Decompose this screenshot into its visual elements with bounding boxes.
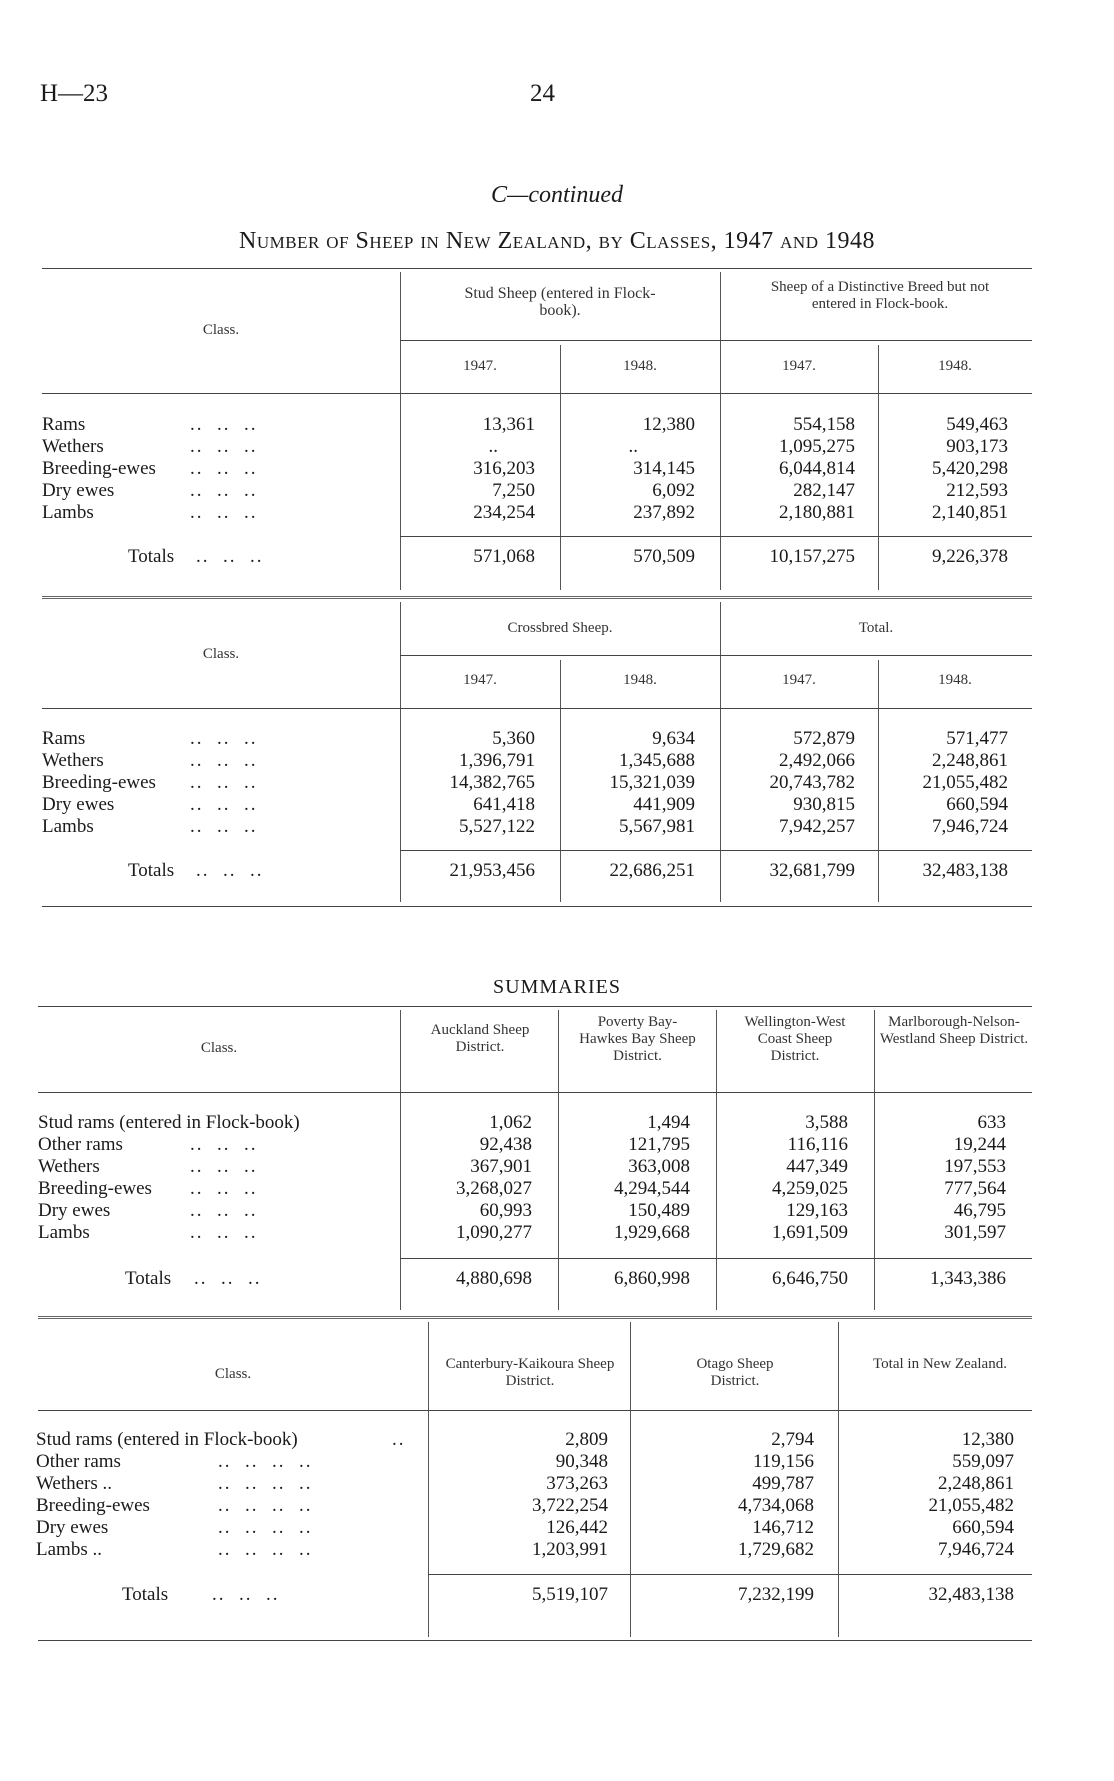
row-label: Breeding-ewes: [42, 458, 156, 479]
column-header: Poverty Bay-Hawkes Bay Sheep District.: [579, 1014, 696, 1064]
cell: 121,795: [628, 1134, 690, 1155]
cell: 46,795: [953, 1200, 1006, 1221]
cell: 1,494: [647, 1112, 690, 1133]
year-header: 1948.: [938, 672, 972, 688]
cell: 571,477: [946, 728, 1008, 749]
leader-dots: .. .. ..: [190, 728, 258, 749]
cell: 116,116: [787, 1134, 848, 1155]
cell: 2,140,851: [932, 502, 1008, 523]
cell: 234,254: [473, 502, 535, 523]
total-cell: 4,880,698: [456, 1268, 532, 1289]
cell: 126,442: [546, 1517, 608, 1538]
cell: 7,942,257: [779, 816, 855, 837]
cell: 903,173: [946, 436, 1008, 457]
row-label: Breeding-ewes: [38, 1178, 152, 1199]
row-label: Lambs ..: [36, 1539, 102, 1560]
leader-dots: .. .. .. ..: [218, 1517, 313, 1538]
cell: 1,396,791: [459, 750, 535, 771]
cell: 4,259,025: [772, 1178, 848, 1199]
cell: 367,901: [470, 1156, 532, 1177]
column-header: Auckland Sheep District.: [430, 1022, 530, 1055]
total-cell: 22,686,251: [609, 860, 695, 881]
cell: 119,156: [752, 1451, 814, 1472]
cell: 5,420,298: [932, 458, 1008, 479]
row-label: Rams: [42, 414, 86, 435]
cell: 572,879: [793, 728, 855, 749]
cell: 12,380: [642, 414, 695, 435]
leader-dots: .. .. ..: [190, 1156, 258, 1177]
row-label: Other rams: [38, 1134, 123, 1155]
leader-dots: .. .. ..: [190, 414, 258, 435]
leader-dots: .. .. ..: [190, 458, 258, 479]
column-header: Canterbury-Kaikoura Sheep District.: [445, 1356, 615, 1389]
group-header-stud: Stud Sheep (entered in Flock-book).: [464, 285, 656, 319]
cell: 549,463: [946, 414, 1008, 435]
cell: ..: [628, 436, 638, 457]
cell: 60,993: [479, 1200, 532, 1221]
cell: 447,349: [786, 1156, 848, 1177]
leader-dots: .. .. .. ..: [218, 1495, 313, 1516]
cell: 4,294,544: [614, 1178, 690, 1199]
class-header: Class.: [202, 646, 240, 662]
year-header: 1948.: [938, 358, 972, 374]
cell: 1,345,688: [619, 750, 695, 771]
cell: 441,909: [633, 794, 695, 815]
column-header: Wellington-West Coast Sheep District.: [744, 1014, 846, 1064]
total-cell: 10,157,275: [769, 546, 855, 567]
cell: 641,418: [473, 794, 535, 815]
row-label: Wethers: [38, 1156, 100, 1177]
cell: 5,567,981: [619, 816, 695, 837]
cell: 21,055,482: [928, 1495, 1014, 1516]
cell: 2,492,066: [779, 750, 855, 771]
leader-dots: .. .. ..: [190, 794, 258, 815]
total-cell: 9,226,378: [932, 546, 1008, 567]
total-cell: 21,953,456: [449, 860, 535, 881]
cell: 12,380: [961, 1429, 1014, 1450]
cell: 1,691,509: [772, 1222, 848, 1243]
cell: 5,360: [492, 728, 535, 749]
total-cell: 32,483,138: [922, 860, 1008, 881]
leader-dots: .. .. ..: [190, 816, 258, 837]
year-header: 1948.: [623, 358, 657, 374]
page-number: 24: [530, 80, 555, 107]
cell: 930,815: [793, 794, 855, 815]
cell: 197,553: [944, 1156, 1006, 1177]
total-cell: 5,519,107: [532, 1584, 608, 1605]
leader-dots: .. .. ..: [190, 1200, 258, 1221]
cell: 499,787: [752, 1473, 814, 1494]
cell: 21,055,482: [922, 772, 1008, 793]
cell: 1,062: [489, 1112, 532, 1133]
leader-dots: .. .. ..: [190, 480, 258, 501]
leader-dots: .. .. ..: [196, 546, 264, 567]
row-label: Wethers ..: [36, 1473, 113, 1494]
page-title: Number of Sheep in New Zealand, by Classes, 1947 and 1948: [239, 228, 875, 254]
total-cell: 6,860,998: [614, 1268, 690, 1289]
cell: 237,892: [633, 502, 695, 523]
totals-label: Totals: [122, 1584, 169, 1605]
leader-dots: .. .. ..: [194, 1268, 262, 1289]
leader-dots: .. .. .. ..: [218, 1451, 313, 1472]
row-label: Dry ewes: [42, 480, 115, 501]
cell: 2,180,881: [779, 502, 855, 523]
cell: 2,248,861: [938, 1473, 1014, 1494]
cell: 7,250: [492, 480, 535, 501]
cell: 2,248,861: [932, 750, 1008, 771]
cell: 1,729,682: [738, 1539, 814, 1560]
cell: 554,158: [793, 414, 855, 435]
year-header: 1947.: [463, 358, 497, 374]
total-cell: 32,483,138: [928, 1584, 1014, 1605]
cell: 15,321,039: [609, 772, 695, 793]
year-header: 1947.: [463, 672, 497, 688]
cell: 4,734,068: [738, 1495, 814, 1516]
cell: 1,203,991: [532, 1539, 608, 1560]
cell: 1,095,275: [779, 436, 855, 457]
cell: 660,594: [952, 1517, 1014, 1538]
cell: 9,634: [652, 728, 695, 749]
cell: 660,594: [946, 794, 1008, 815]
year-header: 1948.: [623, 672, 657, 688]
cell: 777,564: [944, 1178, 1006, 1199]
cell: 2,794: [771, 1429, 814, 1450]
leader-dots: .. .. .. ..: [218, 1539, 313, 1560]
group-header-total: Total.: [858, 620, 894, 636]
leader-dots: ..: [392, 1429, 406, 1450]
row-label: Wethers: [42, 436, 104, 457]
row-label: Breeding-ewes: [42, 772, 156, 793]
totals-label: Totals: [128, 860, 175, 881]
cell: 13,361: [482, 414, 535, 435]
total-cell: 32,681,799: [769, 860, 855, 881]
column-header: Total in New Zealand.: [873, 1356, 1007, 1372]
cell: 14,382,765: [449, 772, 535, 793]
group-header-crossbred: Crossbred Sheep.: [507, 620, 613, 636]
leader-dots: .. .. ..: [190, 750, 258, 771]
cell: 3,268,027: [456, 1178, 532, 1199]
row-label: Lambs: [42, 502, 94, 523]
leader-dots: .. .. ..: [190, 502, 258, 523]
class-header: Class.: [202, 322, 240, 338]
row-label: Lambs: [38, 1222, 90, 1243]
leader-dots: .. .. ..: [212, 1584, 280, 1605]
cell: 3,588: [805, 1112, 848, 1133]
cell: 282,147: [793, 480, 855, 501]
class-header: Class.: [200, 1040, 238, 1056]
total-cell: 1,343,386: [930, 1268, 1006, 1289]
row-label: Lambs: [42, 816, 94, 837]
cell: 6,092: [652, 480, 695, 501]
cell: 150,489: [628, 1200, 690, 1221]
cell: 19,244: [953, 1134, 1006, 1155]
total-cell: 6,646,750: [772, 1268, 848, 1289]
row-label: Breeding-ewes: [36, 1495, 150, 1516]
row-label: Stud rams (entered in Flock-book): [36, 1429, 298, 1450]
row-label: Rams: [42, 728, 86, 749]
leader-dots: .. .. ..: [190, 436, 258, 457]
cell: 316,203: [473, 458, 535, 479]
leader-dots: .. .. ..: [190, 1222, 258, 1243]
cell: 6,044,814: [779, 458, 855, 479]
cell: 363,008: [628, 1156, 690, 1177]
row-label: Dry ewes: [38, 1200, 111, 1221]
cell: 1,929,668: [614, 1222, 690, 1243]
cell: 129,163: [786, 1200, 848, 1221]
cell: 212,593: [946, 480, 1008, 501]
leader-dots: .. .. ..: [190, 1134, 258, 1155]
cell: 2,809: [565, 1429, 608, 1450]
row-label: Dry ewes: [42, 794, 115, 815]
leader-dots: .. .. ..: [190, 772, 258, 793]
cell: 314,145: [633, 458, 695, 479]
year-header: 1947.: [782, 672, 816, 688]
cell: 3,722,254: [532, 1495, 608, 1516]
leader-dots: .. .. ..: [196, 860, 264, 881]
total-cell: 7,232,199: [738, 1584, 814, 1605]
cell: 1,090,277: [456, 1222, 532, 1243]
cell: 7,946,724: [938, 1539, 1014, 1560]
cell: ..: [488, 436, 498, 457]
cell: 559,097: [952, 1451, 1014, 1472]
row-label: Other rams: [36, 1451, 121, 1472]
cell: 7,946,724: [932, 816, 1008, 837]
totals-label: Totals: [128, 546, 175, 567]
row-label: Dry ewes: [36, 1517, 109, 1538]
cell: 373,263: [546, 1473, 608, 1494]
group-header-distinctive: Sheep of a Distinctive Breed but not entered in Flock-book.: [770, 279, 990, 312]
continued-heading: C—continued: [491, 182, 623, 208]
cell: 90,348: [555, 1451, 608, 1472]
total-cell: 571,068: [473, 546, 535, 567]
column-header: Otago Sheep District.: [696, 1356, 774, 1389]
cell: 146,712: [752, 1517, 814, 1538]
total-cell: 570,509: [633, 546, 695, 567]
column-header: Marlborough-Nelson-Westland Sheep District.: [879, 1014, 1029, 1047]
totals-label: Totals: [125, 1268, 172, 1289]
leader-dots: .. .. .. ..: [218, 1473, 313, 1494]
cell: 5,527,122: [459, 816, 535, 837]
row-label: Stud rams (entered in Flock-book): [38, 1112, 300, 1133]
class-header: Class.: [214, 1366, 252, 1382]
row-label: Wethers: [42, 750, 104, 771]
year-header: 1947.: [782, 358, 816, 374]
leader-dots: .. .. ..: [190, 1178, 258, 1199]
cell: 20,743,782: [769, 772, 855, 793]
cell: 301,597: [944, 1222, 1006, 1243]
cell: 633: [977, 1112, 1006, 1133]
cell: 92,438: [479, 1134, 532, 1155]
summaries-heading: SUMMARIES: [493, 976, 621, 998]
page-ref: H—23: [40, 80, 109, 107]
